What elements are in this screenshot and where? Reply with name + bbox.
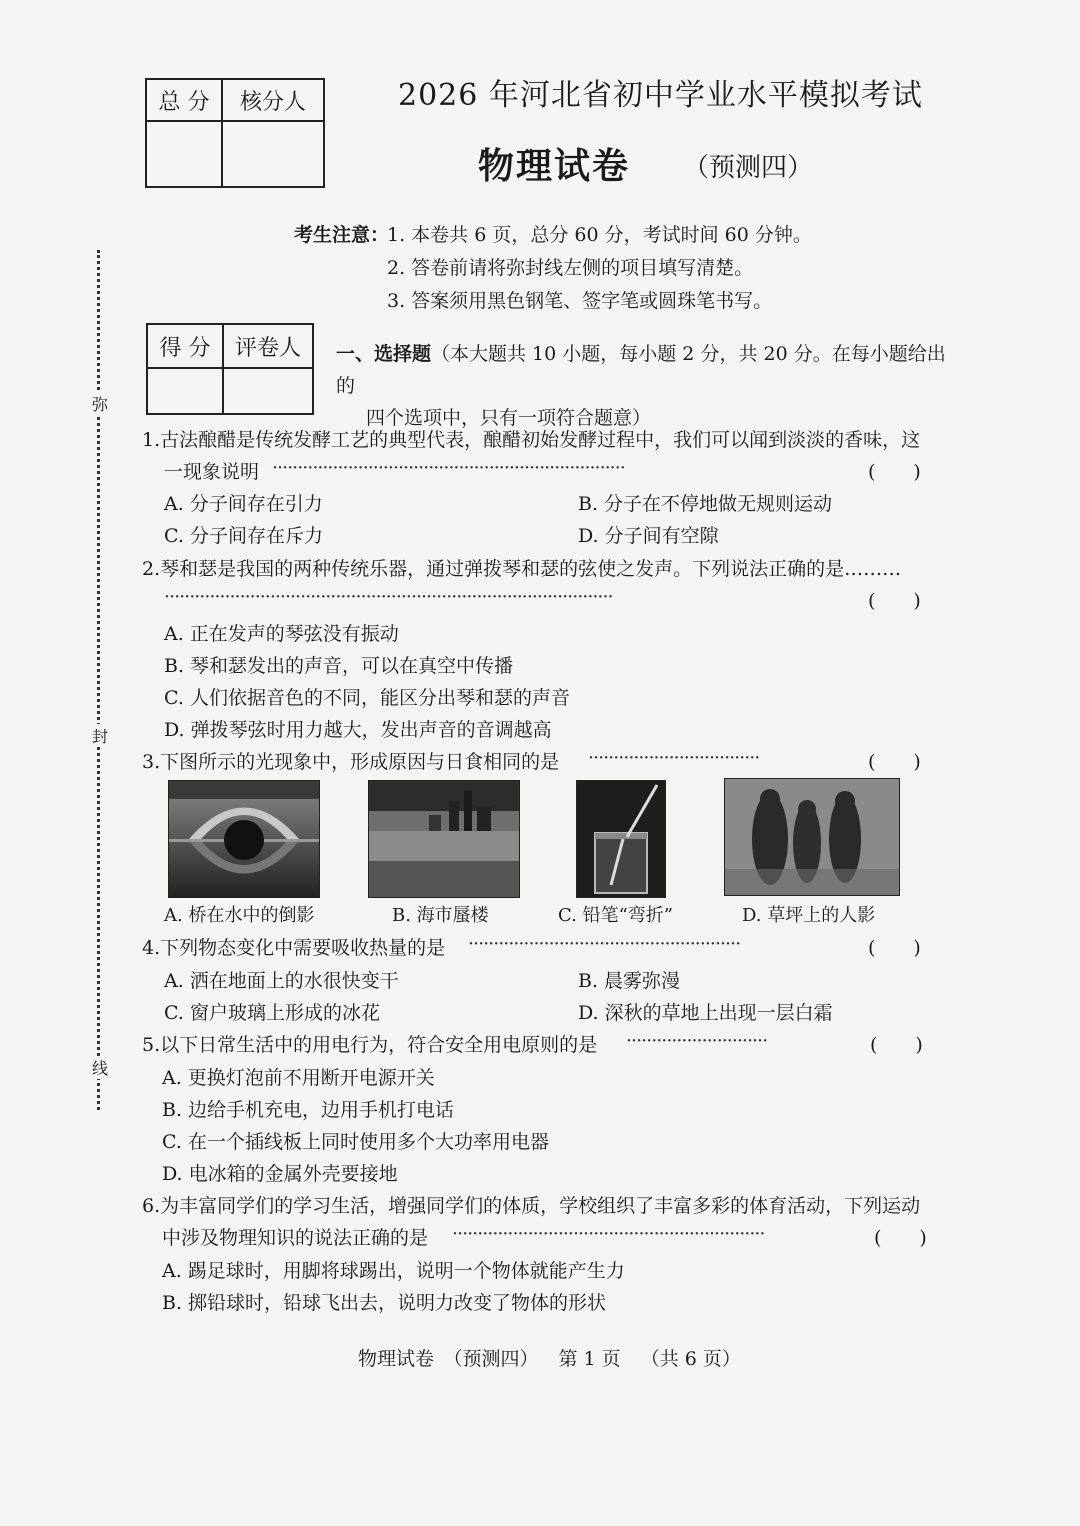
option: B. 晨雾弥漫 <box>578 970 681 992</box>
total-score-header: 总 分 <box>146 79 222 121</box>
option: C. 窗户玻璃上形成的冰花 <box>164 1002 380 1024</box>
option: A. 正在发声的琴弦没有振动 <box>164 623 399 645</box>
subject-title: 物理试卷 <box>478 145 631 187</box>
question-text-cont: 一现象说明 <box>164 461 260 483</box>
checker-header: 核分人 <box>222 79 324 121</box>
total-score-table <box>145 78 325 188</box>
option: B. 掷铅球时，铅球飞出去，说明力改变了物体的形状 <box>162 1292 607 1314</box>
option: B. 边给手机充电，边用手机打电话 <box>162 1099 455 1121</box>
edition-label: （预测四） <box>683 153 814 183</box>
question-number: 2. <box>142 558 161 580</box>
checker-cell <box>222 121 324 187</box>
grader-cell <box>223 368 313 414</box>
question-text: 下图所示的光现象中，形成原因与日食相同的是 <box>160 751 560 773</box>
option: A. 更换灯泡前不用断开电源开关 <box>162 1067 435 1089</box>
option: D. 弹拨琴弦时用力越大，发出声音的音调越高 <box>164 719 552 741</box>
option: A. 分子间存在引力 <box>164 493 323 515</box>
question-5 <box>142 1030 597 1057</box>
option: C. 人们依据音色的不同，能区分出琴和瑟的声音 <box>164 687 570 709</box>
binding-line <box>97 250 100 1110</box>
page-footer <box>358 1344 761 1371</box>
option: D. 电冰箱的金属外壳要接地 <box>162 1163 398 1185</box>
section-score-header: 得 分 <box>147 324 223 368</box>
answer-paren: ( ) <box>868 461 921 483</box>
answer-paren: ( ) <box>870 1034 923 1056</box>
note-item: 3. 答案须用黑色钢笔、签字笔或圆珠笔书写。 <box>387 290 773 312</box>
binding-char: 封 <box>92 724 108 747</box>
leader-dots: ······························································ <box>452 1223 765 1245</box>
shadow-on-lawn-image <box>724 778 900 896</box>
question-text: 以下日常生活中的用电行为，符合安全用电原则的是 <box>160 1034 598 1056</box>
footer-subject: 物理试卷 （预测四） <box>358 1348 539 1370</box>
binding-char: 弥 <box>92 392 108 415</box>
option: B. 琴和瑟发出的声音，可以在真空中传播 <box>164 655 514 677</box>
question-text: 古法酿醋是传统发酵工艺的典型代表，酿醋初始发酵过程中，我们可以闻到淡淡的香味，这 <box>160 429 921 451</box>
grader-header: 评卷人 <box>223 324 313 368</box>
question-text: 为丰富同学们的学习生活，增强同学们的体质，学校组织了丰富多彩的体育活动，下列运动 <box>160 1195 921 1217</box>
footer-page: 第 1 页 <box>558 1348 621 1370</box>
question-3 <box>142 747 559 774</box>
option: C. 分子间存在斥力 <box>164 525 323 547</box>
image-caption: D. 草坪上的人影 <box>742 905 876 926</box>
note-item: 1. 本卷共 6 页，总分 60 分，考试时间 60 分钟。 <box>387 224 812 246</box>
image-caption: C. 铅笔“弯折” <box>558 905 673 926</box>
answer-paren: ( ) <box>868 751 921 773</box>
question-1 <box>142 425 920 452</box>
mirage-image <box>368 780 520 898</box>
total-score-cell <box>146 121 222 187</box>
leader-dots: ·································· <box>588 747 760 769</box>
section-desc-1: （本大题共 10 小题，每小题 2 分，共 20 分。在每小题给出的 <box>336 343 946 397</box>
question-number: 1. <box>142 429 161 451</box>
question-text: 下列物态变化中需要吸收热量的是 <box>160 937 446 959</box>
bent-pencil-image <box>576 780 666 898</box>
leader-dots: ···························· <box>626 1030 768 1052</box>
question-6 <box>142 1191 920 1218</box>
option: A. 踢足球时，用脚将球踢出，说明一个物体就能产生力 <box>162 1260 625 1282</box>
question-4 <box>142 933 445 960</box>
section-score-table <box>146 323 314 415</box>
option: C. 在一个插线板上同时使用多个大功率用电器 <box>162 1131 549 1153</box>
section-header <box>336 338 946 434</box>
leader-dots: ······················································ <box>468 933 741 955</box>
question-text-cont: 中涉及物理知识的说法正确的是 <box>162 1227 429 1249</box>
image-caption: A. 桥在水中的倒影 <box>164 905 315 926</box>
leader-dots: ························································································· <box>164 586 613 608</box>
leader-dots: ······································································ <box>272 457 625 479</box>
option: D. 深秋的草地上出现一层白霜 <box>578 1002 833 1024</box>
question-2 <box>142 554 901 581</box>
notes-label: 考生注意： <box>294 224 390 246</box>
image-caption: B. 海市蜃楼 <box>392 905 489 926</box>
option: B. 分子在不停地做无规则运动 <box>578 493 833 515</box>
question-number: 6. <box>142 1195 161 1217</box>
question-text: 琴和瑟是我国的两种传统乐器，通过弹拨琴和瑟的弦使之发声。下列说法正确的是……… <box>160 558 902 580</box>
answer-paren: ( ) <box>868 937 921 959</box>
note-item: 2. 答卷前请将弥封线左侧的项目填写清楚。 <box>387 257 754 279</box>
answer-paren: ( ) <box>874 1227 927 1249</box>
section-desc-2: 四个选项中，只有一项符合题意） <box>366 407 652 429</box>
section-title: 一、选择题 <box>336 343 432 365</box>
exam-title: 2026 年河北省初中学业水平模拟考试 <box>398 78 923 113</box>
question-number: 3. <box>142 751 161 773</box>
question-number: 4. <box>142 937 161 959</box>
option: A. 洒在地面上的水很快变干 <box>164 970 399 992</box>
bridge-reflection-image <box>168 780 320 898</box>
footer-total: （共 6 页） <box>640 1348 741 1370</box>
option: D. 分子间有空隙 <box>578 525 719 547</box>
binding-char: 线 <box>92 1056 108 1079</box>
section-score-cell <box>147 368 223 414</box>
question-number: 5. <box>142 1034 161 1056</box>
answer-paren: ( ) <box>868 590 921 612</box>
